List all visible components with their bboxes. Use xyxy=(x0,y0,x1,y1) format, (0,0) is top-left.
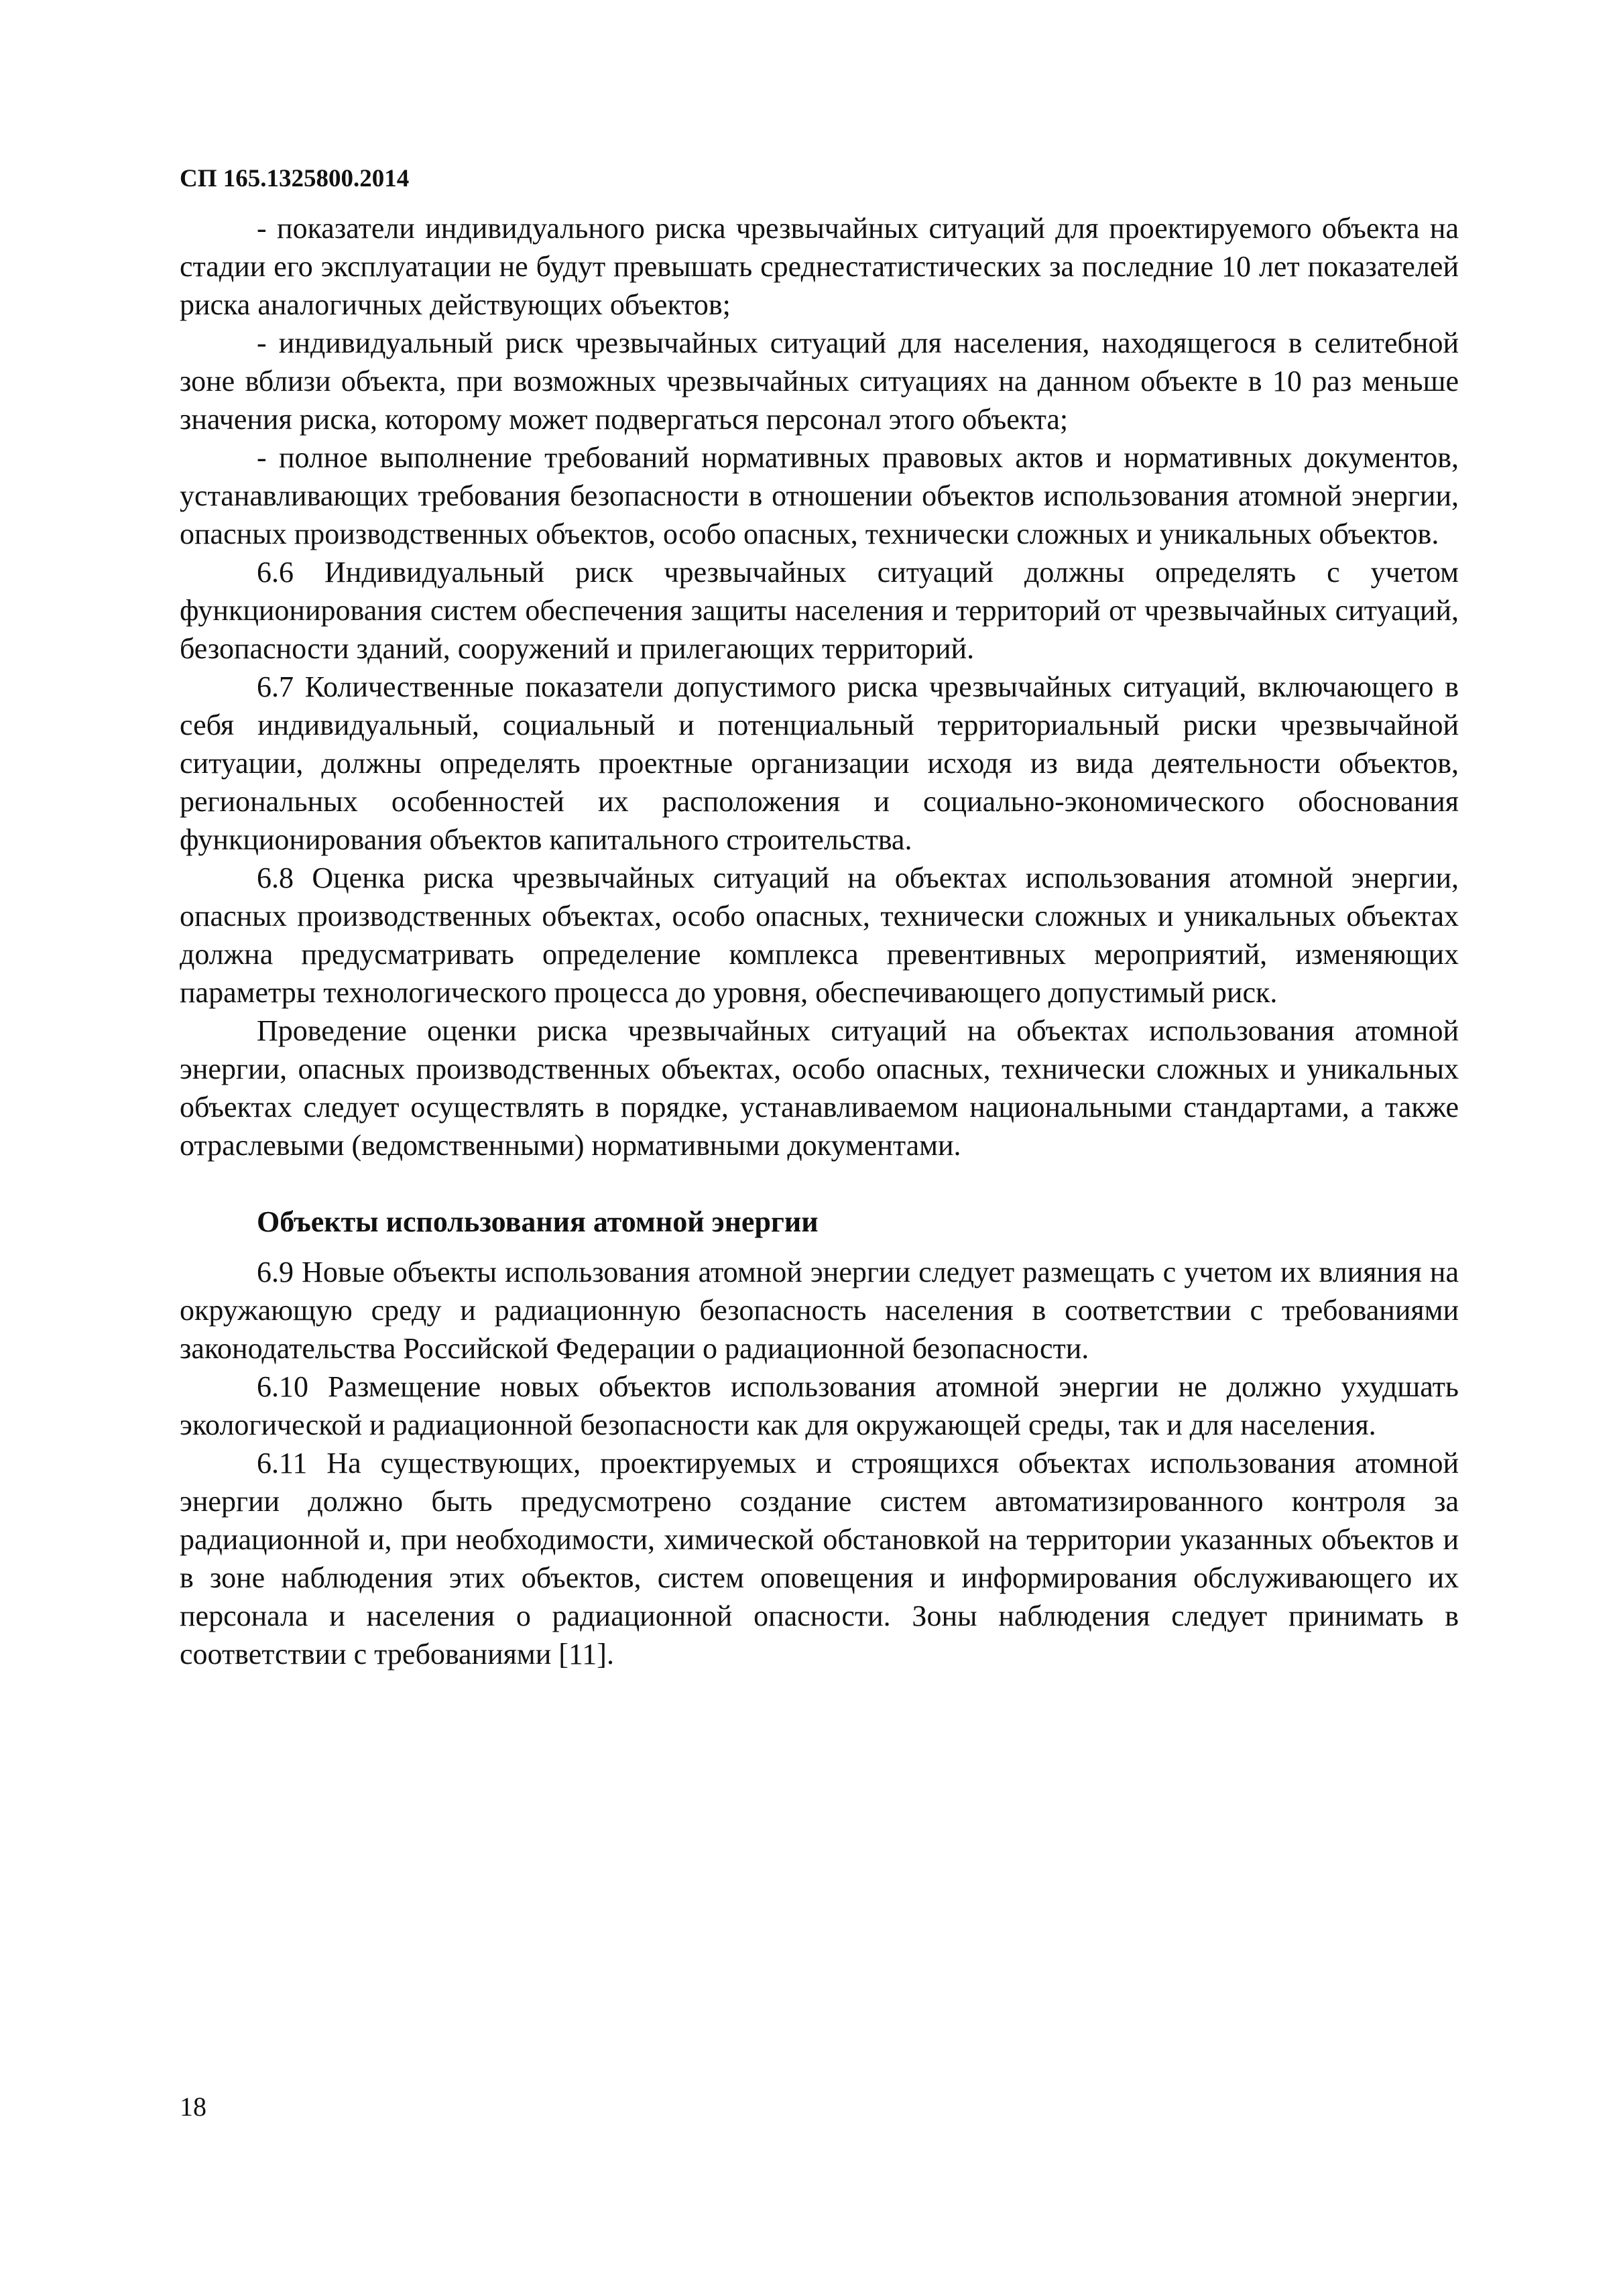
paragraph-full-compliance: - полное выполнение требований нормативных правовых актов и нормативных документов, устанавливающих требования безопасности в отношении объектов использования атомной энергии, опасных производственных объектов, особо опасных, технически сложных и уникальных объектов. xyxy=(180,441,1459,550)
paragraph-6-8: 6.8 Оценка риска чрезвычайных ситуаций на объектах использования атомной энергии, опасных производственных объектах, особо опасных, технически сложных и уникальных объектах должна предусматривать определение комплекса превентивных мероприятий, изменяющих параметры технологического процесса до уровня, обеспечивающего допустимый риск. xyxy=(180,861,1459,1009)
paragraph-risk-indicators: - показатели индивидуального риска чрезвычайных ситуаций для проектируемого объекта на стадии его эксплуатации не будут превышать среднестатистических за последние 10 лет показателей риска аналогичных действующих объектов; xyxy=(180,212,1459,321)
paragraph-6-10: 6.10 Размещение новых объектов использования атомной энергии не должно ухудшать экологической и радиационной безопасности как для окружающей среды, так и для населения. xyxy=(180,1370,1459,1441)
paragraph-6-7: 6.7 Количественные показатели допустимого риска чрезвычайных ситуаций, включающего в себя индивидуальный, социальный и потенциальный территориальный риски чрезвычайной ситуации, должны определять проектные организации исходя из вида деятельности объектов, региональных особенностей их расположения и социально-экономического обоснования функционирования объектов капитального строительства. xyxy=(180,670,1459,856)
paragraph-6-9: 6.9 Новые объекты использования атомной энергии следует размещать с учетом их влияния на окружающую среду и радиационную безопасность населения в соответствии с требованиями законодательства Российской Федерации о радиационной безопасности. xyxy=(180,1256,1459,1365)
paragraph-6-11: 6.11 На существующих, проектируемых и строящихся объектах использования атомной энергии должно быть предусмотрено создание систем автоматизированного контроля за радиационной и, при необходимости, химической обстановкой на территории указанных объектов и в зоне наблюдения этих объектов, систем оповещения и информирования обслуживающего их персонала и населения о радиационной опасности. Зоны наблюдения следует принимать в соответствии с требованиями [11]. xyxy=(180,1447,1459,1671)
paragraph-risk-assessment-procedure: Проведение оценки риска чрезвычайных ситуаций на объектах использования атомной энергии, опасных производственных объектах, особо опасных, технически сложных и уникальных объектах следует осуществлять в порядке, устанавливаемом национальными стандартами, а также отраслевыми (ведомственными) нормативными документами. xyxy=(180,1014,1459,1162)
section-heading: Объекты использования атомной энергии xyxy=(257,1205,819,1238)
document-code-header: СП 165.1325800.2014 xyxy=(180,165,410,192)
document-page xyxy=(180,161,1459,1673)
paragraph-6-6: 6.6 Индивидуальный риск чрезвычайных ситуаций должны определять с учетом функционирования систем обеспечения защиты населения и территорий от чрезвычайных ситуаций, безопасности зданий, сооружений и прилегающих территорий. xyxy=(180,556,1459,665)
page-number: 18 xyxy=(180,2092,206,2122)
paragraph-individual-risk-population: - индивидуальный риск чрезвычайных ситуаций для населения, находящегося в селитебной зоне вблизи объекта, при возможных чрезвычайных ситуациях на данном объекте в 10 раз меньше значения риска, которому может подвергаться персонал этого объекта; xyxy=(180,326,1459,436)
